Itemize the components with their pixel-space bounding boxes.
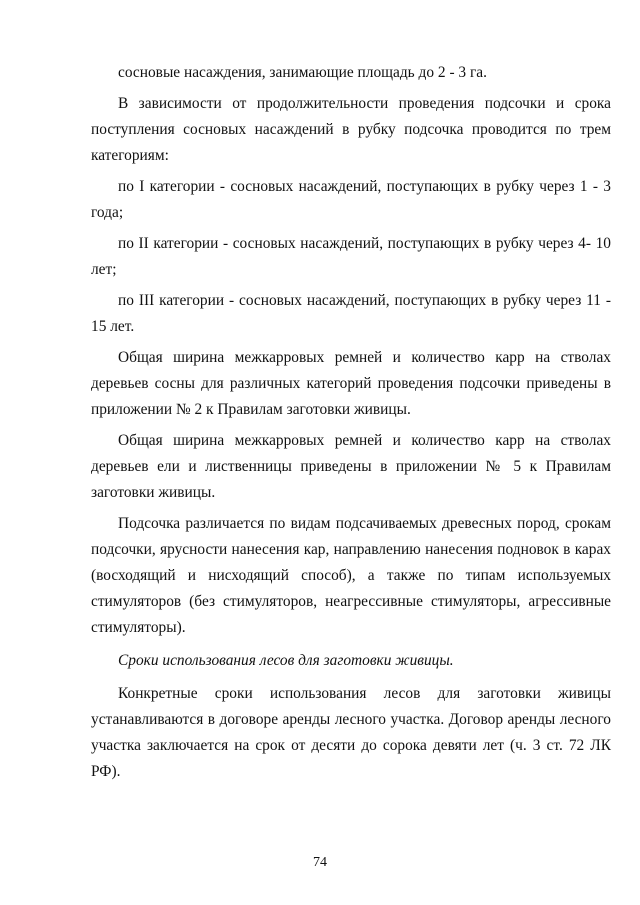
paragraph-categories-intro: В зависимости от продолжительности проведения подсочки и срока поступления сосновых насаждений в рубку подсочка проводится по трем категориям: (91, 95, 611, 164)
paragraph-lease-terms: Конкретные сроки использования лесов для заготовки живицы устанавливаются в договоре аренды лесного участка. Договор аренды лесного участка заключается на срок от десяти до сорока девяти лет (ч. 3 ст. 72 ЛК РФ). (91, 685, 611, 780)
paragraph-pine-widths: Общая ширина межкарровых ремней и количество карр на стволах деревьев сосны для различных категорий проведения подсочки приведены в приложении № 2 к Правилам заготовки живицы. (91, 349, 611, 418)
paragraph-continuation: сосновые насаждения, занимающие площадь до 2 - 3 га. (118, 64, 487, 81)
paragraph-category-1: по I категории - сосновых насаждений, поступающих в рубку через 1 - 3 года; (91, 178, 611, 221)
paragraph-tapping-types: Подсочка различается по видам подсачиваемых древесных пород, срокам подсочки, ярусности нанесения кар, направлению нанесения подновок в карах (восходящий и нисходящий способ), а также по типам используемых стимуляторов (без стимуляторов, неагрессивные стимуляторы, агрессивные стимуляторы). (91, 515, 611, 636)
paragraph-category-2: по II категории - сосновых насаждений, поступающих в рубку через 4- 10 лет; (91, 235, 611, 278)
paragraph-spruce-widths: Общая ширина межкарровых ремней и количество карр на стволах деревьев ели и лиственницы приведены в приложении № 5 к Правилам заготовки живицы. (91, 432, 611, 501)
section-heading-terms: Сроки использования лесов для заготовки живицы. (118, 652, 454, 669)
page-body (91, 60, 611, 785)
page-number: 74 (313, 855, 327, 870)
paragraph-category-3: по III категории - сосновых насаждений, поступающих в рубку через 11 - 15 лет. (91, 292, 611, 335)
